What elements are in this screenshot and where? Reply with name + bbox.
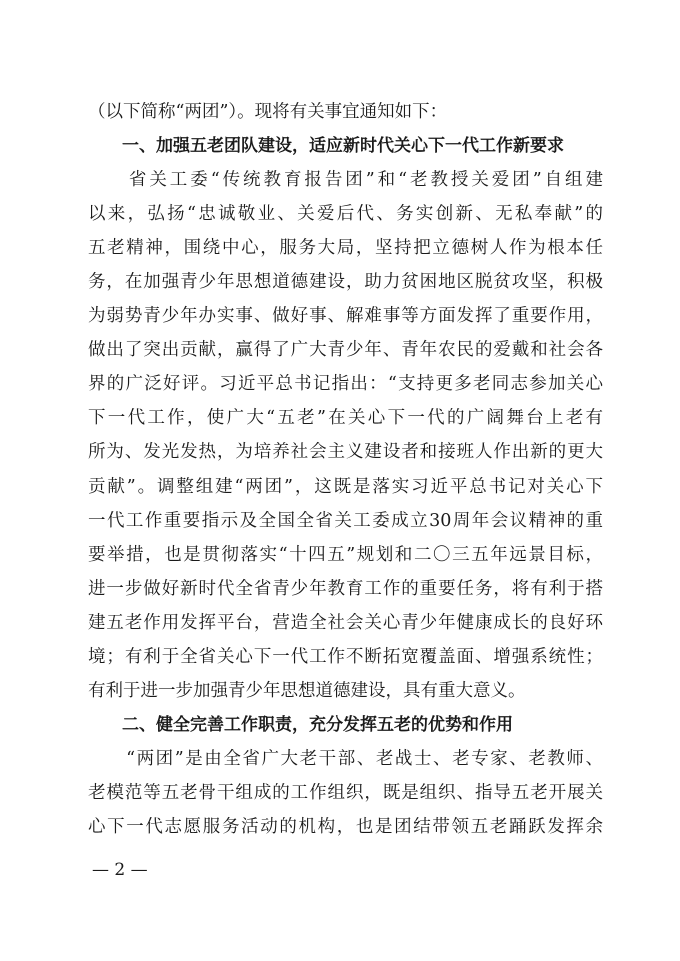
text-line: 贡献”。调整组建“两团”，这既是落实习近平总书记对关心下 (88, 477, 603, 497)
text-line: 为弱势青少年办实事、做好事、解难事等方面发挥了重要作用， (88, 306, 603, 326)
text-line: 一代工作重要指示及全国全省关工委成立30周年会议精神的重 (88, 511, 603, 531)
text-line: 老模范等五老骨干组成的工作组织，既是组织、指导五老开展关 (88, 783, 603, 803)
text-line: 以来，弘扬“忠诚敬业、关爱后代、务实创新、无私奉献”的 (88, 204, 603, 224)
text-line: “两团”是由全省广大老干部、老战士、老专家、老教师、 (88, 749, 603, 769)
text-line: 进一步做好新时代全省青少年教育工作的重要任务，将有利于搭 (88, 579, 603, 599)
text-line: 务，在加强青少年思想道德建设，助力贫困地区脱贫攻坚，积极 (88, 272, 603, 292)
section-heading: 二、健全完善工作职责，充分发挥五老的优势和作用 (88, 715, 513, 735)
section-heading: 一、加强五老团队建设，适应新时代关心下一代工作新要求 (88, 136, 564, 156)
text-line: 五老精神，围绕中心，服务大局，坚持把立德树人作为根本任 (88, 238, 603, 258)
text-line: 做出了突出贡献，赢得了广大青少年、青年农民的爱戴和社会各 (88, 340, 603, 360)
text-line: 心下一代志愿服务活动的机构，也是团结带领五老踊跃发挥余 (88, 817, 603, 837)
text-line: 有利于进一步加强青少年思想道德建设，具有重大意义。 (88, 681, 526, 701)
text-line: 境；有利于全省关心下一代工作不断拓宽覆盖面、增强系统性； (88, 647, 603, 667)
text-line: 要举措，也是贯彻落实“十四五”规划和二〇三五年远景目标， (88, 545, 603, 565)
text-line: 下一代工作，使广大“五老”在关心下一代的广阔舞台上老有 (88, 408, 603, 428)
text-line: 省关工委“传统教育报告团”和“老教授关爱团”自组建 (88, 170, 603, 190)
page-number: — 2 — (92, 860, 148, 880)
text-line: 所为、发光发热，为培养社会主义建设者和接班人作出新的更大 (88, 442, 603, 462)
text-line: （以下简称“两团”）。现将有关事宜通知如下： (88, 102, 448, 122)
text-line: 建五老作用发挥平台，营造全社会关心青少年健康成长的良好环 (88, 613, 603, 633)
text-line: 界的广泛好评。习近平总书记指出：“支持更多老同志参加关心 (88, 374, 603, 394)
